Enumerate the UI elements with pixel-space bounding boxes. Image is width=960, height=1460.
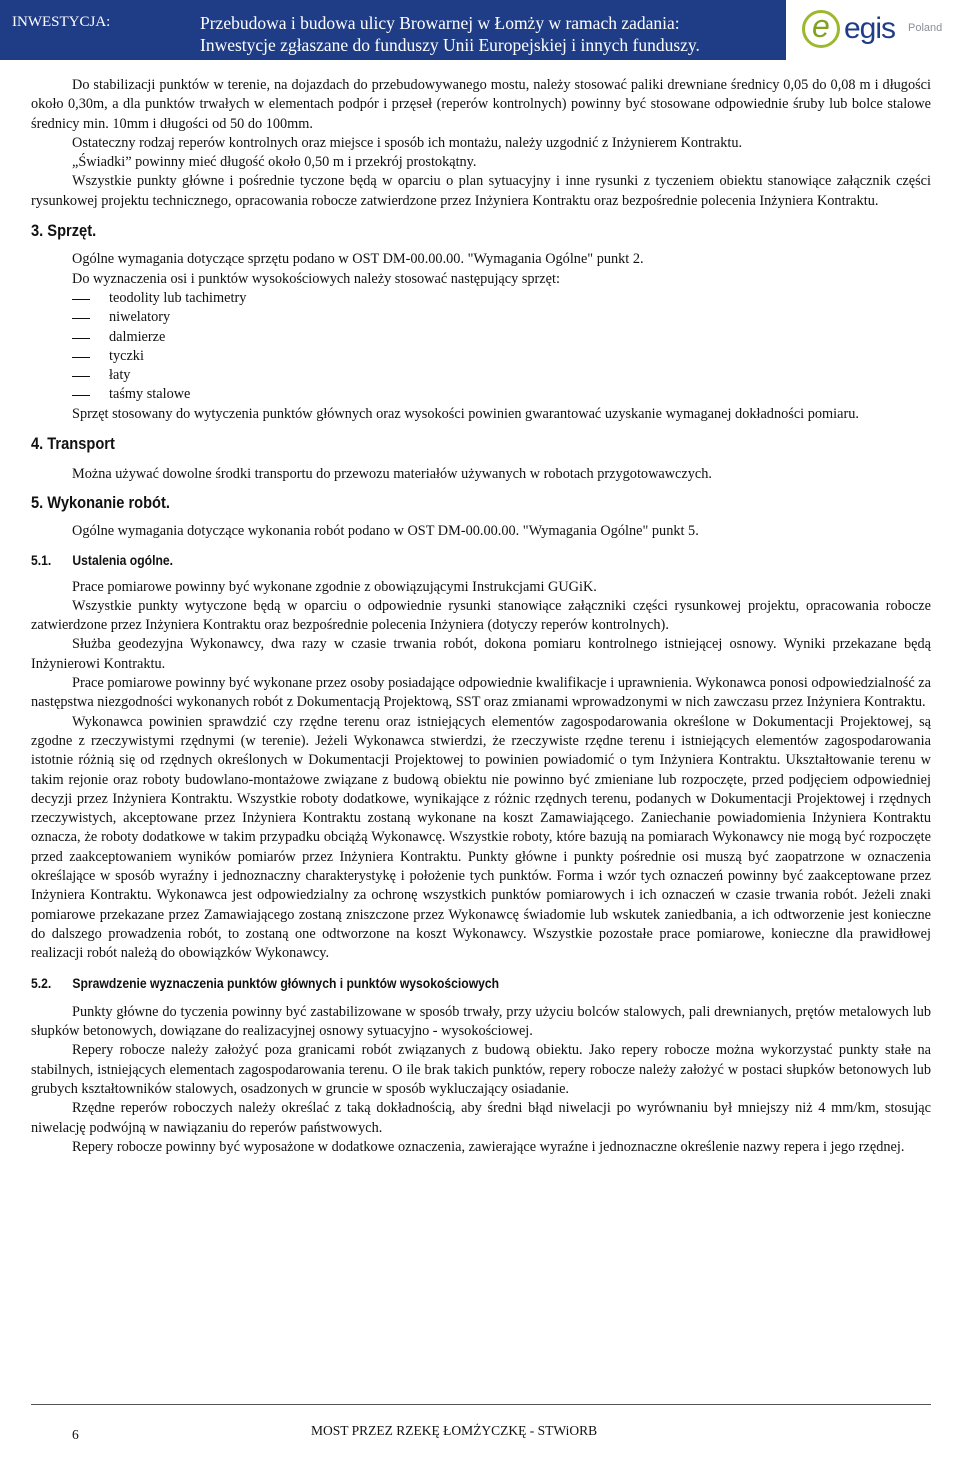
paragraph: Do wyznaczenia osi i punktów wysokościowych należy stosować następujący sprzęt:: [72, 270, 560, 287]
subsection-number: 5.1.: [31, 553, 52, 569]
list-item: łaty: [31, 366, 931, 385]
header-title-line2: Inwestycje zgłaszane do funduszy Unii Europejskiej i innych funduszy.: [200, 35, 700, 55]
footer-title: MOST PRZEZ RZEKĘ ŁOMŻYCZKĘ - STWiORB: [311, 1423, 598, 1438]
list-item: niwelatory: [31, 308, 931, 327]
list-item: tyczki: [31, 347, 931, 366]
document-body: [31, 76, 931, 1157]
paragraph: Prace pomiarowe powinny być wykonane zgodnie z obowiązującymi Instrukcjami GUGiK.: [72, 578, 597, 595]
paragraph: Repery robocze powinny być wyposażone w dodatkowe oznaczenia, zawierające wyraźne i jednoznaczne określenie nazwy repera i jego rzędnej.: [72, 1138, 905, 1155]
header-title-line1: Przebudowa i budowa ulicy Browarnej w Łomży w ramach zadania:: [200, 13, 680, 33]
subsection-title: Ustalenia ogólne.: [72, 553, 174, 569]
section-heading-4: 4. Transport: [31, 435, 115, 454]
paragraph: Prace pomiarowe powinny być wykonane przez osoby posiadające odpowiednie kwalifikacje i uprawnienia. Wykonawca ponosi odpowiedzialność za następstwa niezgodności wykonanych robót z Dokumentacją Projektową, SST oraz zmianami wprowadzonymi w nich zawczasu przez Inżyniera Kontraktu.: [31, 675, 931, 711]
paragraph: Można używać dowolne środki transportu do przewozu materiałów używanych w robotach przygotowawczych.: [72, 466, 712, 483]
paragraph: Repery robocze należy założyć poza granicami robót związanych z budową obiektu. Jako repery robocze można wykorzystać punkty stałe na stabilnych, istniejących elementach zagospodarowania terenu. O ile brak takich punktów, repery robocze należy założyć w postaci słupków betonowych lub grubych kształtowników stalowych, osadzonych w gruncie w sposób wykluczający osiadanie.: [31, 1042, 931, 1097]
logo-text: egis: [844, 12, 896, 45]
paragraph: Służba geodezyjna Wykonawcy, dwa razy w czasie trwania robót, dokona pomiaru kontrolnego istniejącej osnowy. Wyniki przekazane będą Inżynierowi Kontraktu.: [31, 636, 931, 672]
list-item: teodolity lub tachimetry: [31, 289, 931, 308]
header-label: INWESTYCJA:: [12, 14, 111, 30]
paragraph: Wszystkie punkty główne i pośrednie tyczone będą w oparciu o plan sytuacyjny i inne rysunki z tyczeniem obiektu stanowiące załącznik części rysunkowej projektu technicznego, opracowania robocze zatwierdzone przez Inżyniera Kontraktu oraz bezpośrednie polecenia Inżyniera Kontraktu.: [31, 173, 931, 209]
paragraph: Wszystkie punkty wytyczone będą w oparciu o odpowiednie rysunki stanowiące załączniki części rysunkowej projektu, opracowania robocze zatwierdzone przez Inżyniera Kontraktu oraz bezpośrednie polecenia Inżyniera (dotyczy reperów kontrolnych).: [31, 597, 931, 634]
paragraph: Punkty główne do tyczenia powinny być zastabilizowane w sposób trwały, przy użyciu bolców stalowych, pali drewnianych, prętów metalowych lub słupków betonowych, dowiązane do realizacyjnej osnowy sytuacyjno - wysokościowej.: [31, 1003, 931, 1040]
logo-e-icon: e: [812, 8, 830, 44]
section-heading-5: 5. Wykonanie robót.: [31, 493, 170, 512]
subsection-heading-5-2: [31, 974, 841, 993]
list-item: taśmy stalowe: [31, 385, 931, 404]
list-item: dalmierze: [31, 328, 931, 347]
subsection-heading-5-1: [31, 551, 841, 570]
egis-logo: [786, 0, 960, 60]
page-number: 6: [72, 1427, 79, 1442]
paragraph: „Świadki” powinny mieć długość około 0,50 m i przekrój prostokątny.: [72, 154, 477, 171]
page-header: [0, 0, 960, 60]
paragraph: Do stabilizacji punktów w terenie, na dojazdach do przebudowywanego mostu, należy stosować paliki drewniane średnicy 0,05 do 0,08 m i długości około 0,30m, a dla punktów trwałych w elementach podpór i przęseł (reperów kontrolnych) powinny być stosowane odpowiednie śruby lub bolce stalowe średnicy min. 10mm i długości od 50 do 100mm.: [31, 77, 931, 132]
section-heading-3: 3. Sprzęt.: [31, 222, 97, 241]
equipment-list: [31, 289, 931, 405]
header-title: [200, 12, 700, 56]
subsection-title: Sprawdzenie wyznaczenia punktów głównych i punktów wysokościowych: [72, 976, 500, 992]
page-footer: [31, 1404, 931, 1451]
logo-subtext: Poland: [908, 22, 943, 34]
paragraph: Sprzęt stosowany do wytyczenia punktów głównych oraz wysokości powinien gwarantować uzyskanie wymaganej dokładności pomiaru.: [72, 405, 859, 422]
subsection-number: 5.2.: [31, 976, 52, 992]
paragraph: Ostateczny rodzaj reperów kontrolnych oraz miejsce i sposób ich montażu, należy uzgodnić z Inżynierem Kontraktu.: [72, 134, 743, 151]
paragraph: Ogólne wymagania dotyczące wykonania robót podano w OST DM-00.00.00. "Wymagania Ogólne" punkt 5.: [72, 522, 699, 539]
paragraph: Rzędne reperów roboczych należy określać z taką dokładnością, aby średni błąd niwelacji po wyrównaniu był mniejszy niż 4 mm/km, stosując niwelację podwójną w nawiązaniu do reperów państwowych.: [31, 1100, 931, 1136]
paragraph: Ogólne wymagania dotyczące sprzętu podano w OST DM-00.00.00. "Wymagania Ogólne" punkt 2.: [72, 251, 644, 268]
paragraph: Wykonawca powinien sprawdzić czy rzędne terenu oraz istniejących elementów zagospodarowania określone w Dokumentacji Projektowej, są zgodne z rzeczywistymi rzędnymi (w terenie). Jeżeli Wykonawca stwierdzi, że rzeczywiste rzędne terenu i istniejących elementów zagospodarowania istotnie różnią się od rzędnych określonych w Dokumentacji Projektowej to powinien powiadomić o tym Inżyniera Kontraktu. Ukształtowanie terenu w takim rejonie oraz roboty budowlano-montażowe związane z budową obiektu nie powinno być zmieniane lub rozpoczęte, przed podjęciem odpowiedniej decyzji przez Inżyniera Kontraktu. Wszystkie roboty dodatkowe, wynikające z różnic rzędnych terenu, podanych w Dokumentacji Projektowej i rzędnych rzeczywistych, akceptowane przez Inżyniera Kontraktu zostaną wykonane na koszt Zamawiającego. Zaniechanie powiadomienia Inżyniera Kontraktu oznacza, że roboty dodatkowe w takim przypadku obciążą Wykonawcę. Wszystkie roboty, które bazują na pomiarach Wykonawcy nie mogą być rozpoczęte przed zaakceptowaniem wyników pomiarów przez Inżyniera Kontraktu. Punkty główne i punkty pośrednie osi muszą być zaopatrzone w oznaczenia określające w sposób wyraźny i jednoznaczny charakterystykę i położenie tych punktów. Forma i wzór tych oznaczeń powinny być zaakceptowane przez Inżyniera Kontraktu. Wykonawca jest odpowiedzialny za ochronę wszystkich punktów pomiarowych i ich oznaczeń w czasie trwania robót. Jeżeli znaki pomiarowe przekazane przez Zamawiającego zostaną zniszczone przez Wykonawcę świadomie lub wskutek zaniedbania, a ich odtworzenie jest konieczne do dalszego prowadzenia robót, to zostaną one odtworzone na koszt Wykonawcy. Wszystkie pozostałe prace pomiarowe, konieczne dla prawidłowej realizacji robót należą do obowiązków Wykonawcy.: [31, 713, 931, 962]
